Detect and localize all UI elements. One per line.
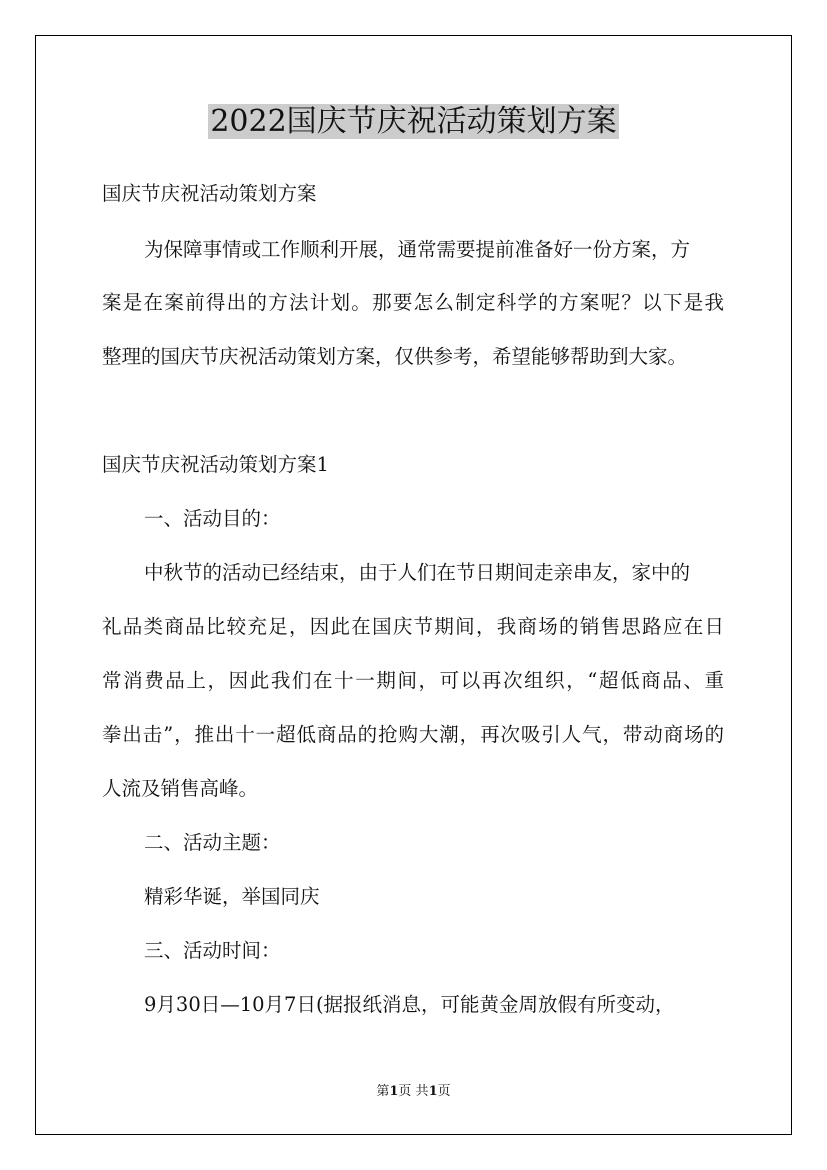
footer-page-current: 1 bbox=[389, 1084, 399, 1099]
item-heading: 二、活动主题： bbox=[144, 831, 281, 854]
document-title-text: 2022国庆节庆祝活动策划方案 bbox=[210, 104, 617, 139]
section-heading: 国庆节庆祝活动策划方案1 bbox=[102, 453, 329, 476]
footer-prefix: 第 bbox=[376, 1084, 390, 1099]
footer-suffix: 页 bbox=[437, 1084, 451, 1099]
paragraph-line: 为保障事情或工作顺利开展，通常需要提前准备好一份方案，方 bbox=[144, 238, 691, 261]
paragraph-line: 9月30日—10月7日(据报纸消息，可能黄金周放假有所变动， bbox=[144, 993, 675, 1016]
paragraph-line: 礼品类商品比较充足，因此在国庆节期间，我商场的销售思路应在日 bbox=[102, 615, 724, 638]
subtitle-line: 国庆节庆祝活动策划方案 bbox=[102, 182, 317, 205]
paragraph-line: 整理的国庆节庆祝活动策划方案，仅供参考，希望能够帮助到大家。 bbox=[102, 345, 688, 368]
paragraph-line: 案是在案前得出的方法计划。那要怎么制定科学的方案呢？以下是我 bbox=[102, 291, 724, 314]
paragraph-line: 精彩华诞，举国同庆 bbox=[144, 885, 320, 908]
paragraph-line: 常消费品上，因此我们在十一期间，可以再次组织，“超低商品、重 bbox=[102, 669, 724, 692]
paragraph-line: 人流及销售高峰。 bbox=[102, 777, 259, 800]
item-heading: 三、活动时间： bbox=[144, 939, 281, 962]
item-heading: 一、活动目的： bbox=[144, 507, 281, 530]
paragraph-line: 拳出击”，推出十一超低商品的抢购大潮，再次吸引人气，带动商场的 bbox=[102, 723, 724, 746]
footer-mid: 页 共 bbox=[398, 1084, 429, 1099]
footer-page-total: 1 bbox=[428, 1084, 438, 1099]
document-title bbox=[0, 100, 827, 144]
page-footer bbox=[0, 1082, 827, 1102]
paragraph-line: 中秋节的活动已经结束，由于人们在节日期间走亲串友，家中的 bbox=[144, 561, 691, 584]
